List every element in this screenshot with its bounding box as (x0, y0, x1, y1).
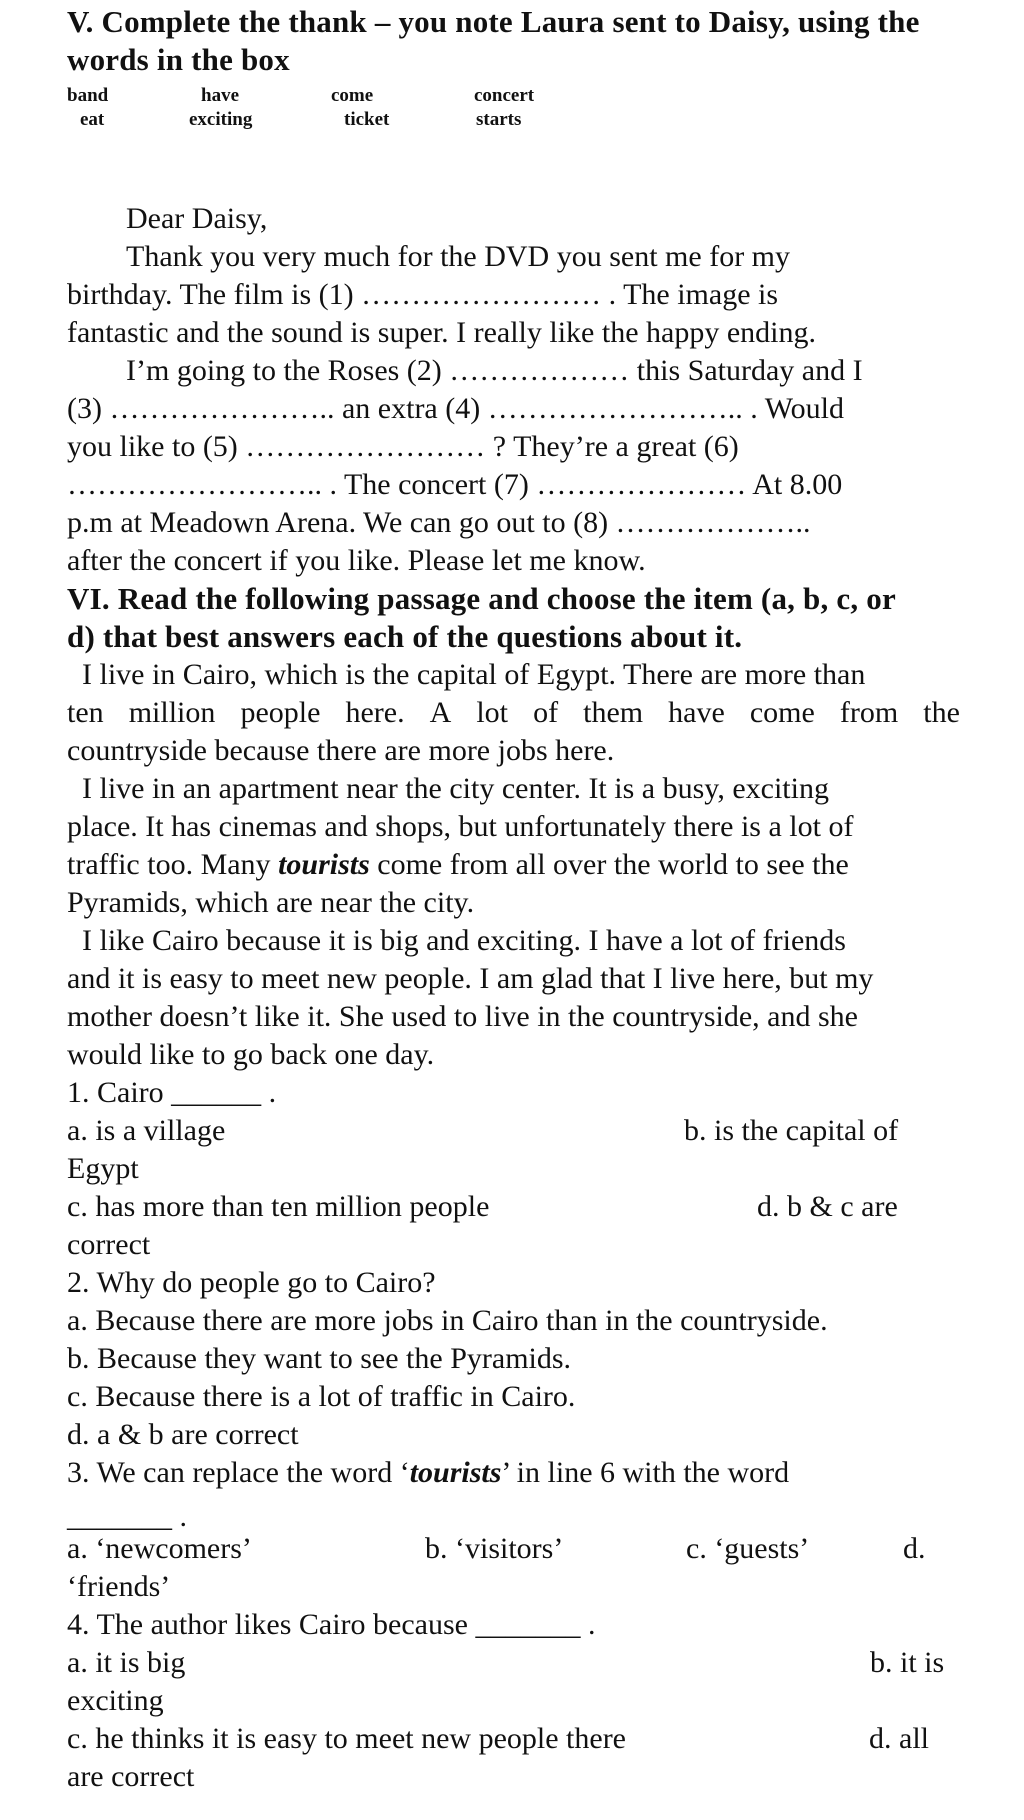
option-2b[interactable]: b. Because they want to see the Pyramids. (67, 1342, 572, 1375)
letter-line: you like to (5) …………………… ? They’re a great (6) (67, 430, 739, 463)
passage-word: the (923, 696, 960, 729)
letter-line: birthday. The film is (1) …………………… . The image is (67, 278, 779, 311)
option-1b[interactable]: b. is the capital of (684, 1114, 899, 1147)
question-3-blank: _______ . (67, 1500, 187, 1533)
option-2c[interactable]: c. Because there is a lot of traffic in Cairo. (67, 1380, 576, 1413)
option-4b-cont: exciting (67, 1684, 164, 1717)
option-1c[interactable]: c. has more than ten million people (67, 1190, 490, 1223)
option-3d[interactable]: d. (903, 1532, 926, 1565)
passage-text: traffic too. Many (67, 848, 271, 881)
passage-line: countryside because there are more jobs here. (67, 734, 615, 767)
section-6-title: VI. Read the following passage and choose the item (a, b, c, or (67, 581, 896, 616)
option-4a[interactable]: a. it is big (67, 1646, 186, 1679)
passage-word: from (839, 696, 899, 729)
section-5-title-cont: words in the box (67, 42, 290, 77)
word-eat: eat (80, 109, 105, 130)
word-have: have (201, 85, 239, 106)
option-1a[interactable]: a. is a village (67, 1114, 226, 1147)
passage-word: people (240, 696, 321, 729)
option-1b-cont: Egypt (67, 1152, 139, 1185)
question-text: 3. We can replace the word ‘ (67, 1456, 410, 1489)
word-exciting: exciting (189, 109, 253, 130)
passage-text: come from all over the world to see the (377, 848, 849, 881)
question-3 (67, 1455, 789, 1491)
passage-word: ten (67, 696, 104, 729)
passage-line: I live in an apartment near the city center. It is a busy, exciting (82, 772, 829, 805)
passage-word: million (128, 696, 216, 729)
option-1d[interactable]: d. b & c are (757, 1190, 898, 1223)
passage-word: A (429, 696, 452, 729)
passage-line: place. It has cinemas and shops, but unfortunately there is a lot of (67, 810, 854, 843)
passage-word: lot (476, 696, 509, 729)
option-3a[interactable]: a. ‘newcomers’ (67, 1532, 252, 1565)
section-6-title-cont: d) that best answers each of the questions about it. (67, 619, 743, 654)
passage-line: and it is easy to meet new people. I am glad that I live here, but my (67, 962, 874, 995)
question-2: 2. Why do people go to Cairo? (67, 1266, 436, 1299)
word-come: come (331, 85, 374, 106)
option-4d-cont: are correct (67, 1760, 195, 1793)
passage-word: here. (345, 696, 405, 729)
letter-line: I’m going to the Roses (2) ……………… this Saturday and I (126, 354, 863, 387)
passage-word: of (533, 696, 559, 729)
passage-word: come (749, 696, 815, 729)
letter-line: Thank you very much for the DVD you sent me for my (126, 240, 791, 273)
passage-line (67, 847, 849, 883)
passage-line: Pyramids, which are near the city. (67, 886, 475, 919)
passage-word: them (583, 696, 644, 729)
option-3c[interactable]: c. ‘guests’ (686, 1532, 810, 1565)
question-1: 1. Cairo ______ . (67, 1076, 277, 1109)
option-2a[interactable]: a. Because there are more jobs in Cairo than in the countryside. (67, 1304, 828, 1337)
letter-line: after the concert if you like. Please let me know. (67, 544, 646, 577)
keyword-tourists: tourists (409, 1456, 502, 1489)
option-2d[interactable]: d. a & b are correct (67, 1418, 299, 1451)
passage-line: I live in Cairo, which is the capital of Egypt. There are more than (82, 658, 866, 691)
word-concert: concert (474, 85, 535, 106)
section-5-title: V. Complete the thank – you note Laura sent to Daisy, using the (67, 4, 920, 39)
word-starts: starts (476, 109, 522, 130)
letter-line: …………………….. . The concert (7) ………………… At 8.00 (67, 468, 843, 501)
word-band: band (67, 85, 109, 106)
keyword-tourists: tourists (278, 848, 370, 881)
passage-line: mother doesn’t like it. She used to live in the countryside, and she (67, 1000, 858, 1033)
option-1d-cont: correct (67, 1228, 151, 1261)
question-4: 4. The author likes Cairo because _______ . (67, 1608, 596, 1641)
passage-line: I like Cairo because it is big and exciting. I have a lot of friends (82, 924, 846, 957)
option-4b[interactable]: b. it is (870, 1646, 945, 1679)
letter-line: fantastic and the sound is super. I really like the happy ending. (67, 316, 816, 349)
option-3b[interactable]: b. ‘visitors’ (425, 1532, 564, 1565)
letter-line: p.m at Meadown Arena. We can go out to (8) ……………….. (67, 506, 811, 539)
option-4d[interactable]: d. all (869, 1722, 929, 1755)
letter-greeting: Dear Daisy, (126, 202, 268, 235)
word-ticket: ticket (344, 109, 390, 130)
passage-word: have (668, 696, 725, 729)
letter-line: (3) ………………….. an extra (4) …………………….. . Would (67, 392, 844, 425)
passage-line: would like to go back one day. (67, 1038, 435, 1071)
question-text: ’ in line 6 with the word (501, 1456, 790, 1489)
option-4c[interactable]: c. he thinks it is easy to meet new people there (67, 1722, 626, 1755)
option-3d-cont: ‘friends’ (67, 1570, 171, 1603)
passage-line (67, 695, 960, 731)
